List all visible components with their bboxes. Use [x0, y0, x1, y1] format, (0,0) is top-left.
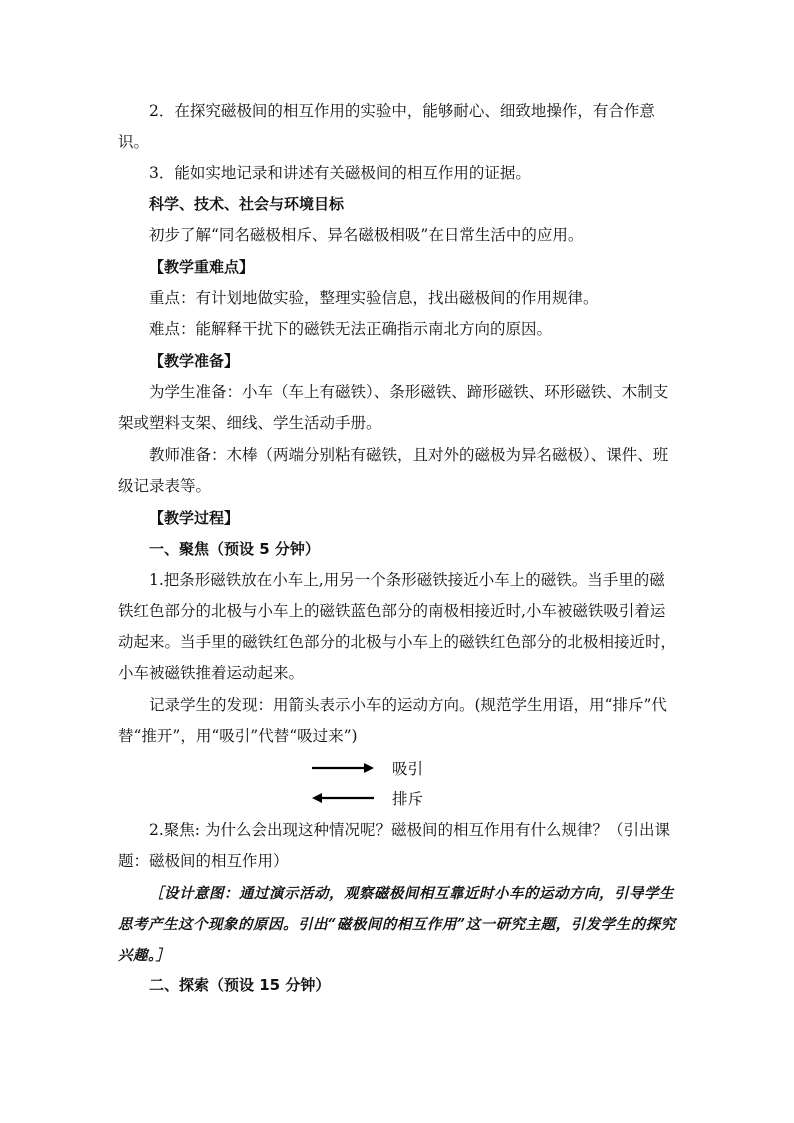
- heading-preparation: 【教学准备】: [149, 352, 240, 370]
- attract-label: 吸引: [392, 760, 424, 778]
- focus-step-1: 1.把条形磁铁放在小车上,用另一个条形磁铁接近小车上的磁铁。当手里的磁铁红色部分的北极与小车上的磁铁蓝色部分的南极相接近时,小车被磁铁吸引着运动起来。当手里的磁铁红色部分的北极与小车上的磁铁红色部分的北极相接近时，小车被磁铁推着运动起来。: [118, 571, 677, 682]
- sts-goal-text: 初步了解“同名磁极相斥、异名磁极相吸”在日常生活中的应用。: [149, 226, 584, 244]
- heading-process: 【教学过程】: [149, 509, 240, 527]
- heading-sts-goal: 科学、技术、社会与环境目标: [149, 195, 345, 213]
- heading-focus: 一、聚焦（预设 5 分钟）: [149, 540, 320, 558]
- repel-arrow-row: [310, 785, 423, 811]
- focus-step-2: 2.聚焦: 为什么会出现这种情况呢？磁极间的相互作用有什么规律？（引出课题：磁极间的相互作用）: [118, 821, 670, 870]
- attract-arrow-row: [310, 755, 423, 781]
- design-intent: ［设计意图：通过演示活动，观察磁极间相互靠近时小车的运动方向，引导学生思考产生这个现象的原因。引出“磁极间的相互作用”这一研究主题，引发学生的探究兴趣。］: [118, 885, 676, 964]
- goal-line-2: 2．在探究磁极间的相互作用的实验中，能够耐心、细致地操作，有合作意识。: [118, 102, 655, 151]
- heading-key-points: 【教学重难点】: [149, 258, 255, 276]
- student-preparation: 为学生准备：小车（车上有磁铁）、条形磁铁、蹄形磁铁、环形磁铁、木制支架或塑料支架、细线、学生活动手册。: [118, 383, 669, 432]
- left-arrow-icon: [310, 791, 376, 805]
- right-arrow-icon: [310, 761, 376, 775]
- teacher-preparation: 教师准备：木棒（两端分别粘有磁铁，且对外的磁极为异名磁极）、课件、班级记录表等。: [118, 446, 669, 495]
- record-findings: 记录学生的发现：用箭头表示小车的运动方向。(规范学生用语，用“排斥”代替“推开”，用“吸引”代替“吸过来”): [118, 696, 667, 745]
- heading-explore: 二、探索（预设 15 分钟）: [149, 976, 331, 994]
- goal-line-3: 3．能如实地记录和讲述有关磁极间的相互作用的证据。: [149, 164, 531, 182]
- repel-label: 排斥: [392, 790, 424, 808]
- difficult-point-text: 难点：能解释干扰下的磁铁无法正确指示南北方向的原因。: [149, 320, 553, 338]
- key-point-text: 重点：有计划地做实验，整理实验信息，找出磁极间的作用规律。: [149, 289, 599, 307]
